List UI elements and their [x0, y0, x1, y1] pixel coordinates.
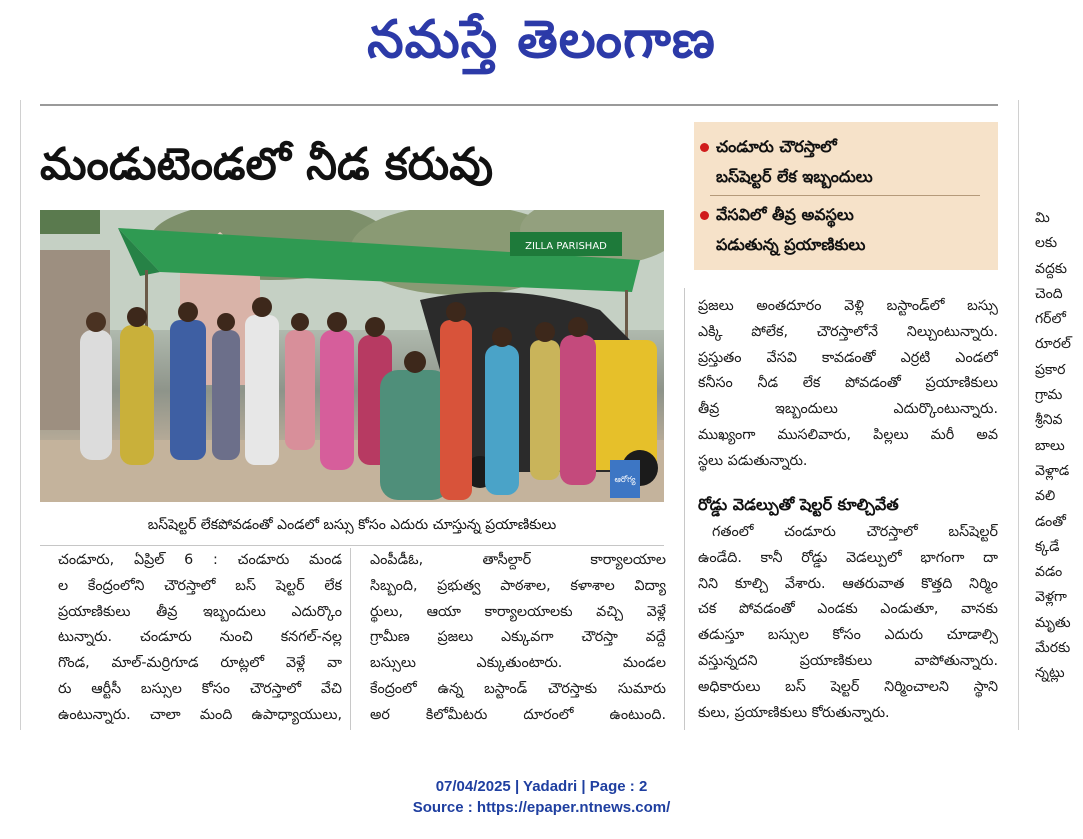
- body-line: కేంద్రంలో ఉన్న బస్టాండ్‌ చౌరస్తాకు సుమారు: [370, 680, 666, 697]
- column-divider: [684, 288, 685, 730]
- highlight-line: బస్‌షెల్టర్‌ లేక ఇబ్బందులు: [716, 167, 873, 186]
- adjacent-article-fragment: [1035, 206, 1083, 687]
- fragment-line: మృతు: [1035, 614, 1071, 631]
- body-line: అధికారులు బస్‌ షెల్టర్‌ నిర్మించాలని స్థాని: [698, 678, 998, 695]
- fragment-line: చెంది: [1035, 285, 1063, 302]
- page-footer: [0, 776, 1083, 818]
- article-column-3-bottom: [698, 520, 998, 726]
- news-photo: [40, 210, 664, 502]
- body-line: ఎంపీడీఓ, తాసీల్దార్‌ కార్యాలయాల: [370, 552, 666, 568]
- article-column-2: [370, 548, 666, 729]
- fragment-line: వడం: [1035, 564, 1063, 581]
- body-line: ముఖ్యంగా ముసలివారు, పిల్లలు మరీ అవ: [698, 426, 998, 443]
- fragment-line: వద్దకు: [1035, 260, 1067, 277]
- caption-rule: [40, 545, 664, 546]
- page-gutter-right: [1018, 100, 1019, 730]
- body-line: ఎక్కి పోలేక, చౌరస్తాలోనే నిల్చుంటున్నారు.: [698, 323, 998, 340]
- newspaper-logo: నమస్తే తెలంగాణ: [367, 9, 716, 70]
- body-line: టున్నారు. చండూరు నుంచి కనగల్‌-నల్ల: [58, 629, 342, 646]
- page-gutter-left: [20, 100, 21, 730]
- photo-caption: బస్‌షెల్టర్‌ లేకపోవడంతో ఎండలో బస్సు కోసం ఎదురు చూస్తున్న ప్రయాణికులు: [147, 517, 557, 533]
- fragment-line: క్కడే: [1035, 538, 1060, 555]
- article-subheading: రోడ్డు వెడల్పుతో షెల్టర్‌ కూల్చివేత: [698, 495, 899, 514]
- body-line: ప్రస్తుతం వేసవి కావడంతో ఎర్రటి ఎండలో: [698, 349, 998, 366]
- body-line: కులు, ప్రయాణికులు కోరుతున్నారు.: [698, 704, 890, 721]
- body-line: కనీసం నీడ లేక పోవడంతో ప్రయాణికులు: [698, 375, 998, 392]
- body-line: సిబ్బంది, ప్రభుత్వ పాఠశాల, కళాశాల విద్యా: [370, 577, 666, 594]
- highlight-line: పడుతున్న ప్రయాణికులు: [716, 235, 866, 254]
- highlight-line: వేసవిలో తీవ్ర అవస్థలు: [716, 205, 854, 224]
- body-line: ఉంటున్నారు. చాలా మంది ఉపాధ్యాయులు,: [58, 706, 342, 723]
- body-line: చండూరు, ఏప్రిల్‌ 6 : చండూరు మండ: [58, 552, 342, 568]
- footer-source-link[interactable]: Source : https://epaper.ntnews.com/: [412, 799, 671, 816]
- photo-illustration: [40, 210, 664, 502]
- fragment-line: గ్రామ: [1035, 387, 1063, 404]
- highlights-box: [694, 122, 998, 270]
- fragment-line: బాలు: [1035, 437, 1065, 454]
- fragment-line: మి: [1035, 210, 1050, 226]
- fragment-line: గర్‌లో: [1035, 311, 1066, 328]
- body-line: వస్తున్నదని ప్రయాణికులు వాపోతున్నారు.: [698, 652, 998, 669]
- highlight-line: చండూరు చౌరస్తాలో: [716, 137, 837, 156]
- body-line: ఉండేది. కానీ రోడ్డు వెడల్పులో భాగంగా దా: [698, 549, 998, 566]
- photo-poster-text: ఆరోగ్య: [614, 475, 636, 484]
- body-line: ర్థులు, ఆయా కార్యాలయాలకు వచ్చి వెళ్లే: [370, 603, 666, 620]
- photo-signboard-text: ZILLA PARISHAD: [525, 241, 607, 252]
- fragment-line: వెళ్లగా: [1035, 589, 1067, 606]
- article-headline: మండుటెండలో నీడ కరువు: [40, 139, 494, 190]
- fragment-line: న్నట్లు: [1035, 665, 1065, 682]
- fragment-line: శ్రీనివ: [1035, 412, 1063, 429]
- fragment-line: లకు: [1035, 235, 1058, 252]
- body-line: బస్సులు ఎక్కుతుంటారు. మండల: [370, 655, 666, 672]
- fragment-line: రూరల్‌: [1035, 336, 1071, 353]
- body-line: గొండ, మాల్‌-మర్రిగూడ రూట్లలో వెళ్లే వా: [58, 655, 342, 672]
- body-line: ప్రజలు అంతదూరం వెళ్లి బస్టాండ్‌లో బస్సు: [698, 298, 998, 314]
- body-line: రు ఆర్టీసీ బస్సుల కోసం చౌరస్తాలో వేచి: [58, 680, 342, 697]
- body-line: చక పోవడంతో ఎండకు ఎండుతూ, వానకు: [698, 601, 998, 618]
- article-column-1: [58, 548, 342, 729]
- fragment-line: వెళ్లాడ: [1035, 462, 1070, 479]
- body-line: గ్రామీణ ప్రజలు ఎక్కువగా చౌరస్తా వద్దే: [370, 629, 666, 646]
- body-line: తడుస్తూ బస్సుల కోసం ఎదురు చూడాల్సి: [698, 627, 998, 644]
- highlight-item: [716, 200, 865, 260]
- article-column-3-top: [698, 294, 998, 475]
- bullet-icon: [700, 143, 709, 152]
- body-line: అర కిలోమీటరు దూరంలో ఉంటుంది.: [370, 706, 666, 723]
- fragment-line: వలి: [1035, 488, 1056, 505]
- body-line: స్థలు పడుతున్నారు.: [698, 452, 808, 469]
- body-line: గతంలో చండూరు చౌరస్తాలో బస్‌షెల్టర్‌: [712, 524, 998, 540]
- bullet-icon: [700, 211, 709, 220]
- footer-date-edition: 07/04/2025 | Yadadri | Page : 2: [435, 778, 648, 795]
- body-line: ల కేంద్రంలోని చౌరస్తాలో బస్‌ షెల్టర్‌ లేక: [58, 577, 342, 594]
- body-line: తీవ్ర ఇబ్బందులు ఎదుర్కొంటున్నారు.: [698, 401, 998, 418]
- masthead-rule: [40, 104, 998, 106]
- masthead: [0, 0, 1083, 80]
- highlight-item: [716, 132, 873, 192]
- highlight-divider: [710, 195, 980, 196]
- column-divider: [350, 548, 351, 730]
- fragment-line: డంతో: [1035, 513, 1066, 530]
- body-line: నిని కూల్చి వేశారు. ఆతరువాత కొత్తది నిర్మిం: [698, 575, 998, 592]
- fragment-line: ప్రకార: [1035, 361, 1066, 378]
- body-line: ప్రయాణికులు తీవ్ర ఇబ్బందులు ఎదుర్కొం: [58, 603, 342, 620]
- fragment-line: మేరకు: [1035, 640, 1071, 657]
